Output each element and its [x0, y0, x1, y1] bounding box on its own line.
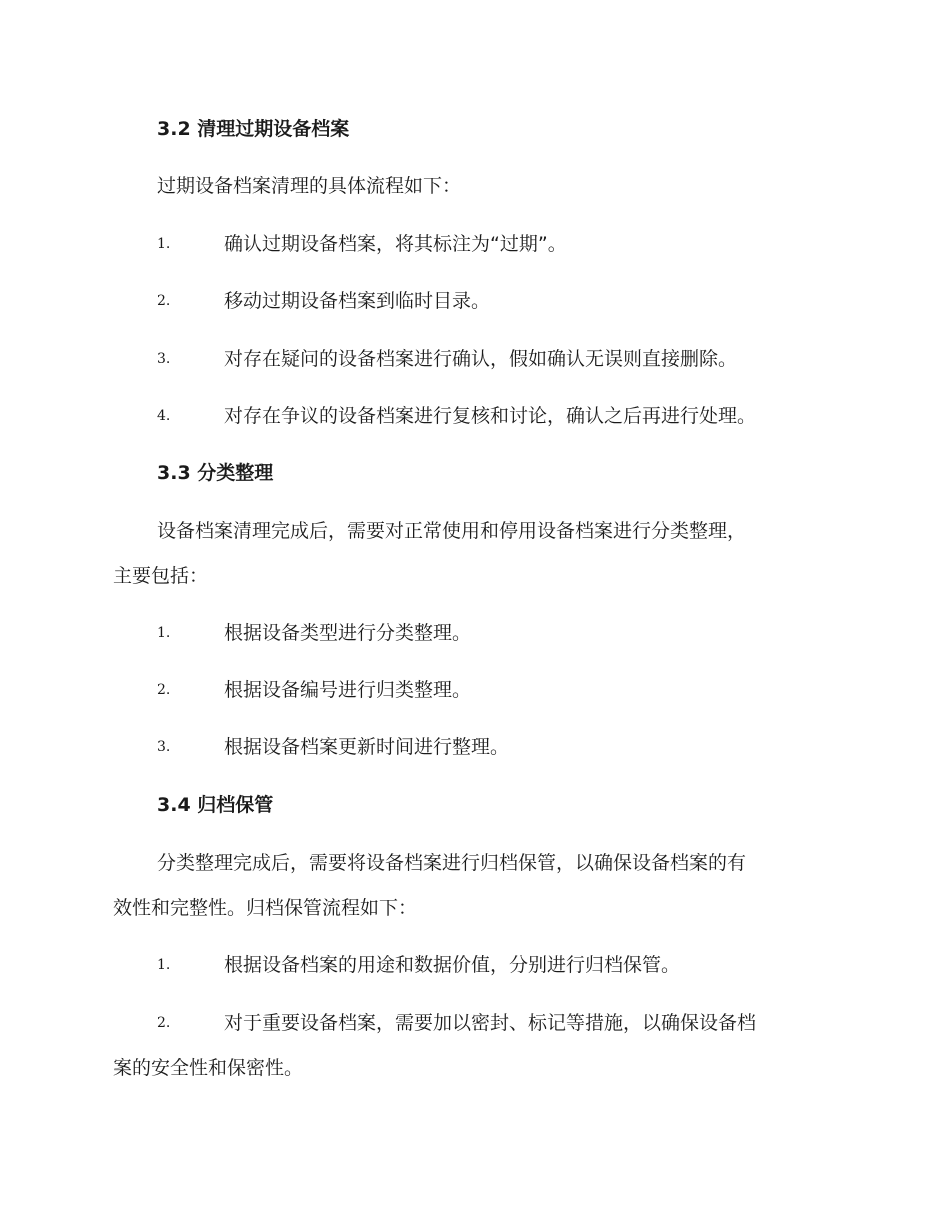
section-intro-line: 主要包括：: [113, 565, 209, 587]
list-item: [157, 347, 837, 371]
list-item-number: 2.: [157, 682, 171, 698]
list-item: [157, 735, 837, 759]
list-item: [157, 404, 837, 428]
list-item: [157, 621, 837, 645]
list-item-text: 对于重要设备档案，需要加以密封、标记等措施，以确保设备档: [224, 1012, 757, 1034]
section-intro-line: 分类整理完成后，需要将设备档案进行归档保管，以确保设备档案的有: [157, 852, 747, 874]
list-item-number: 1.: [157, 236, 171, 252]
list-item-number: 1.: [157, 625, 171, 641]
section-heading: 3.4 归档保管: [157, 794, 274, 816]
section-intro-line: 过期设备档案清理的具体流程如下：: [157, 175, 462, 197]
list-item: [157, 953, 837, 977]
list-item-number: 1.: [157, 957, 171, 973]
list-item-text: 对存在疑问的设备档案进行确认，假如确认无误则直接删除。: [224, 348, 738, 370]
list-item-text: 根据设备档案更新时间进行整理。: [224, 736, 510, 758]
list-item-number: 2.: [157, 1015, 171, 1031]
list-item: [157, 232, 837, 256]
section-intro-line: 设备档案清理完成后，需要对正常使用和停用设备档案进行分类整理，: [157, 520, 747, 542]
list-item-text: 对存在争议的设备档案进行复核和讨论，确认之后再进行处理。: [224, 405, 757, 427]
list-item-text: 根据设备类型进行分类整理。: [224, 622, 472, 644]
list-item-text: 根据设备编号进行归类整理。: [224, 679, 472, 701]
list-item: [157, 289, 837, 313]
list-item-text-continuation: 案的安全性和保密性。: [113, 1057, 304, 1079]
list-item-text: 确认过期设备档案，将其标注为“过期”。: [224, 233, 567, 255]
list-item-number: 3.: [157, 739, 171, 755]
list-item-number: 2.: [157, 293, 171, 309]
list-item: [157, 1011, 837, 1035]
section-intro-line: 效性和完整性。归档保管流程如下：: [113, 897, 418, 919]
section-heading: 3.2 清理过期设备档案: [157, 118, 350, 140]
list-item-text: 移动过期设备档案到临时目录。: [224, 290, 491, 312]
list-item: [157, 678, 837, 702]
list-item-text: 根据设备档案的用途和数据价值，分别进行归档保管。: [224, 954, 681, 976]
list-item-number: 4.: [157, 408, 171, 424]
section-heading: 3.3 分类整理: [157, 462, 274, 484]
list-item-number: 3.: [157, 351, 171, 367]
